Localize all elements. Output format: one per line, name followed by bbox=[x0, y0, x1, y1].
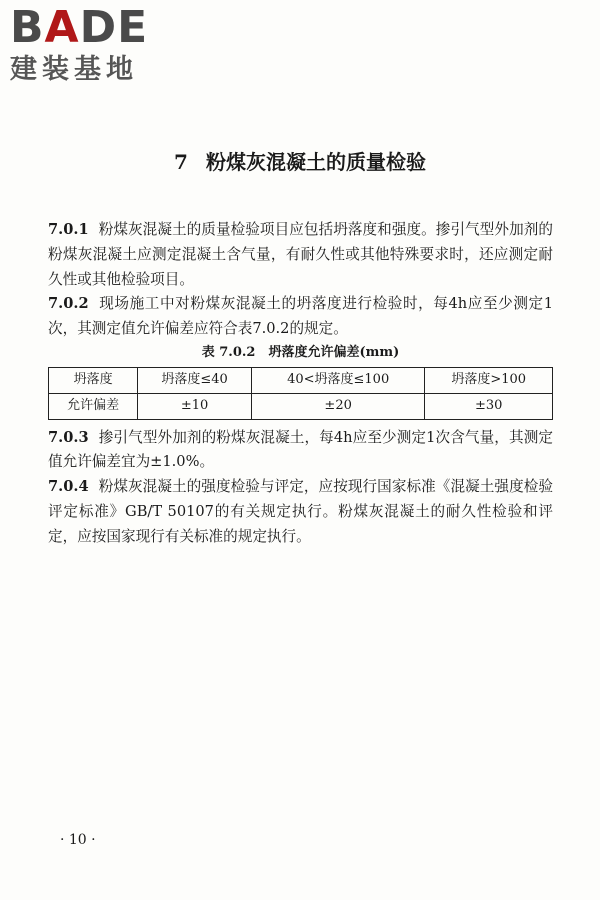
logo-subtitle: 建装基地 bbox=[10, 54, 138, 85]
table-cell: 坍落度 bbox=[49, 367, 138, 393]
table-cell: ±30 bbox=[425, 393, 553, 419]
clause-7-0-1 bbox=[48, 218, 553, 292]
table-cell: 坍落度>100 bbox=[425, 367, 553, 393]
table-cell: 坍落度≤40 bbox=[138, 367, 252, 393]
document-body bbox=[48, 218, 553, 550]
logo-wordmark: BADE bbox=[10, 2, 149, 53]
table-header-row bbox=[49, 367, 553, 393]
table-cell: ±10 bbox=[138, 393, 252, 419]
clause-number: 7.0.3 bbox=[48, 428, 89, 446]
clause-text: 粉煤灰混凝土的质量检验项目应包括坍落度和强度。掺引气型外加剂的粉煤灰混凝土应测定混凝土含气量，有耐久性或其他特殊要求时，还应测定耐久性或其他检验项目。 bbox=[48, 221, 553, 288]
clause-text: 现场施工中对粉煤灰混凝土的坍落度进行检验时，每4h应至少测定1次，其测定值允许偏差应符合表7.0.2的规定。 bbox=[48, 295, 553, 338]
clause-7-0-4 bbox=[48, 475, 553, 549]
table-row bbox=[49, 393, 553, 419]
chapter-heading bbox=[0, 146, 600, 175]
logo-a-mark: A bbox=[44, 2, 80, 53]
clause-text: 掺引气型外加剂的粉煤灰混凝土，每4h应至少测定1次含气量，其测定值允许偏差宜为±1.0%。 bbox=[48, 428, 553, 471]
chapter-title: 粉煤灰混凝土的质量检验 bbox=[205, 150, 426, 174]
table-cell: 40<坍落度≤100 bbox=[251, 367, 425, 393]
logo bbox=[10, 4, 148, 86]
slump-tolerance-table bbox=[48, 367, 553, 420]
clause-number: 7.0.2 bbox=[48, 295, 89, 313]
table-cell: ±20 bbox=[251, 393, 425, 419]
clause-7-0-3 bbox=[48, 426, 553, 476]
chapter-number: 7 bbox=[174, 150, 188, 174]
clause-number: 7.0.4 bbox=[48, 478, 89, 496]
clause-text: 粉煤灰混凝土的强度检验与评定，应按现行国家标准《混凝土强度检验评定标准》GB/T 50107的有关规定执行。粉煤灰混凝土的耐久性检验和评定，应按国家现行有关标准的规定执行。 bbox=[48, 478, 553, 545]
page-number: · 10 · bbox=[60, 832, 96, 848]
table-title: 表 7.0.2 坍落度允许偏差(mm) bbox=[201, 344, 400, 360]
clause-number: 7.0.1 bbox=[48, 221, 89, 238]
table-cell: 允许偏差 bbox=[49, 393, 138, 419]
clause-7-0-2 bbox=[48, 292, 553, 342]
